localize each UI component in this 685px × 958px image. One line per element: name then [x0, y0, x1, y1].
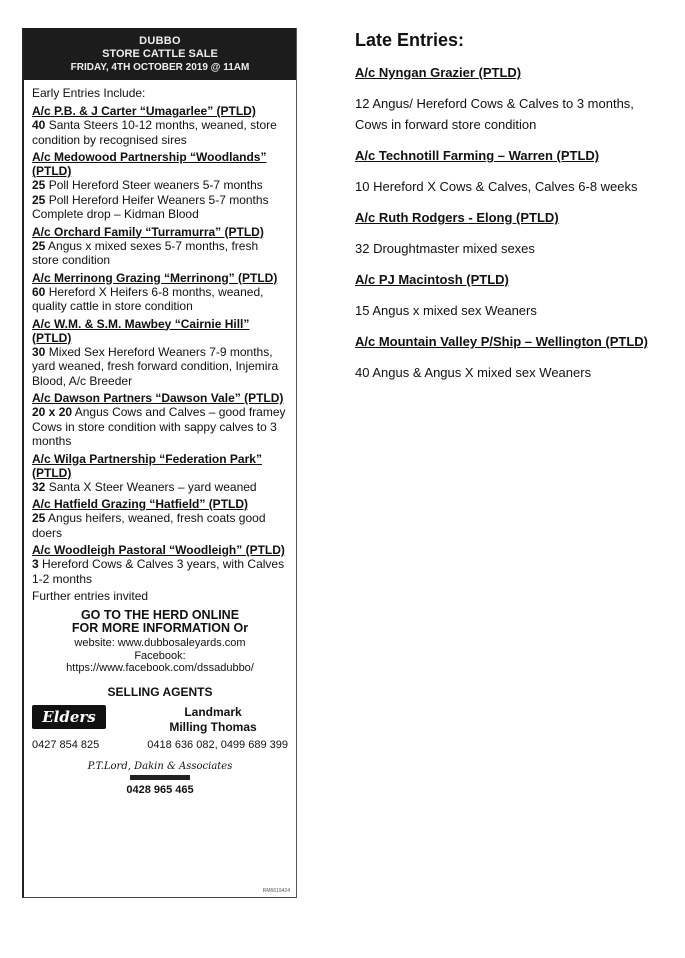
late-entry-head: A/c Ruth Rodgers - Elong (PTLD) [355, 210, 559, 225]
facebook-label: Facebook: [134, 649, 186, 662]
ad-entry-count: 60 [32, 284, 46, 299]
late-entry-desc: 32 Droughtmaster mixed sexes [355, 241, 535, 256]
ad-entry-head: A/c P.B. & J Carter “Umagarlee” (PTLD) [32, 104, 256, 118]
ad-sale-title: STORE CATTLE SALE [102, 48, 218, 60]
ad-entry-desc: Mixed Sex Hereford Weaners 7-9 months, yard weaned, fresh forward condition, Injemira Blood, A/c Breeder [32, 344, 279, 388]
ad-entry [32, 225, 288, 268]
ad-entry-count: 40 [32, 118, 46, 132]
ad-entry-desc: Poll Hereford Steer weaners 5-7 months [45, 178, 263, 192]
ad-entry [32, 391, 288, 449]
website-text: website: www.dubbosaleyards.com [74, 637, 246, 649]
ptlord-logo: P.T.Lord, Dakin & Associates [87, 760, 233, 772]
ad-entry [32, 497, 288, 540]
ad-entry-desc: Hereford Cows & Calves 3 years, with Calves 1-2 months [32, 557, 285, 586]
late-entry-head: A/c Nyngan Grazier (PTLD) [355, 65, 522, 80]
ad-entry [32, 271, 288, 314]
ad-entry-desc: Angus x mixed sexes 5-7 months, fresh store condition [32, 238, 259, 267]
facebook-url: https://www.facebook.com/dssadubbo/ [66, 662, 254, 674]
go-to-herd-line1: GO TO THE HERD ONLINE [80, 608, 240, 622]
landmark-name: Landmark [184, 704, 242, 719]
ad-entry-count: 25 [32, 511, 46, 525]
ad-entry [32, 452, 288, 495]
milling-phone: 0418 636 082, 0499 689 399 [147, 738, 288, 751]
ad-body [24, 80, 296, 796]
ad-ref-code: RM6619424 [262, 888, 290, 894]
ad-entry-head: A/c W.M. & S.M. Mawbey “Cairnie Hill” (PTLD) [32, 316, 250, 345]
elders-logo: Elders [32, 705, 106, 729]
ad-entry-desc: Hereford X Heifers 6-8 months, weaned, quality cattle in store condition [32, 284, 264, 313]
ad-entry-head: A/c Dawson Partners “Dawson Vale” (PTLD) [32, 391, 284, 405]
ad-entry-count: 20 x 20 [32, 405, 73, 419]
ptlord-phone: 0428 965 465 [126, 783, 194, 796]
ad-entry-head: A/c Woodleigh Pastoral “Woodleigh” (PTLD) [32, 543, 285, 557]
elders-phone: 0427 854 825 [32, 738, 100, 751]
ad-entry-desc: Angus Cows and Calves – good framey Cows in store condition with sappy calves to 3 months [32, 405, 286, 448]
further-entries-note: Further entries invited [32, 589, 149, 603]
go-to-herd-line2: FOR MORE INFORMATION Or [71, 621, 249, 635]
ad-entry-desc: Santa X Steer Weaners – yard weaned [45, 479, 257, 494]
agent-phones [32, 739, 288, 751]
ad-entry-desc: Angus heifers, weaned, fresh coats good doers [32, 511, 266, 540]
late-entries-section [355, 30, 655, 394]
ad-entry-count: 3 [32, 557, 39, 571]
late-entry-desc: 12 Angus/ Hereford Cows & Calves to 3 months, Cows in forward store condition [355, 96, 634, 132]
early-entries-label: Early Entries Include: [32, 86, 146, 100]
ad-entry-desc: Complete drop – Kidman Blood [32, 207, 199, 221]
landmark-agent [138, 705, 288, 735]
ad-entry-count: 30 [32, 344, 46, 359]
late-entry-desc: 15 Angus x mixed sex Weaners [355, 303, 537, 318]
ad-entry [32, 104, 288, 147]
ad-town: DUBBO [139, 35, 181, 47]
ad-entry [32, 317, 288, 389]
ad-entry-count: 32 [32, 479, 46, 494]
ad-entry-count: 25 [32, 238, 46, 253]
ad-entry-head: A/c Wilga Partnership “Federation Park” (PTLD) [32, 451, 262, 480]
late-entry-head: A/c Mountain Valley P/Ship – Wellington (PTLD) [355, 334, 649, 349]
ad-entry-head: A/c Orchard Family “Turramurra” (PTLD) [32, 224, 264, 239]
late-entry-desc: 40 Angus & Angus X mixed sex Weaners [355, 365, 592, 380]
milling-thomas-name: Milling Thomas [169, 719, 257, 734]
late-entry-head: A/c PJ Macintosh (PTLD) [355, 272, 509, 287]
ad-header [24, 28, 296, 80]
ad-entry-count: 25 [32, 192, 46, 207]
late-entry-desc: 10 Hereford X Cows & Calves, Calves 6-8 weeks [355, 179, 638, 194]
ad-entry [32, 543, 288, 586]
late-entry-head: A/c Technotill Farming – Warren (PTLD) [355, 148, 600, 163]
late-entries-title: Late Entries: [355, 30, 465, 50]
ad-entry-count: 25 [32, 178, 46, 192]
ptlord-logo-bar [130, 775, 190, 780]
sale-advertisement [22, 28, 297, 898]
ad-entry-desc: Santa Steers 10-12 months, weaned, store condition by recognised sires [32, 118, 277, 147]
ad-entry-desc: Poll Hereford Heifer Weaners 5-7 months [45, 192, 269, 207]
ad-sale-date: FRIDAY, 4TH OCTOBER 2019 @ 11AM [70, 62, 250, 73]
ad-entry-head: A/c Merrinong Grazing “Merrinong” (PTLD) [32, 270, 278, 285]
selling-agents-title: SELLING AGENTS [107, 684, 213, 699]
ad-entry [32, 150, 288, 222]
ad-entry-head: A/c Medowood Partnership “Woodlands” (PTLD) [32, 150, 267, 178]
ad-entry-head: A/c Hatfield Grazing “Hatfield” (PTLD) [32, 497, 249, 511]
agents-row [32, 705, 288, 735]
